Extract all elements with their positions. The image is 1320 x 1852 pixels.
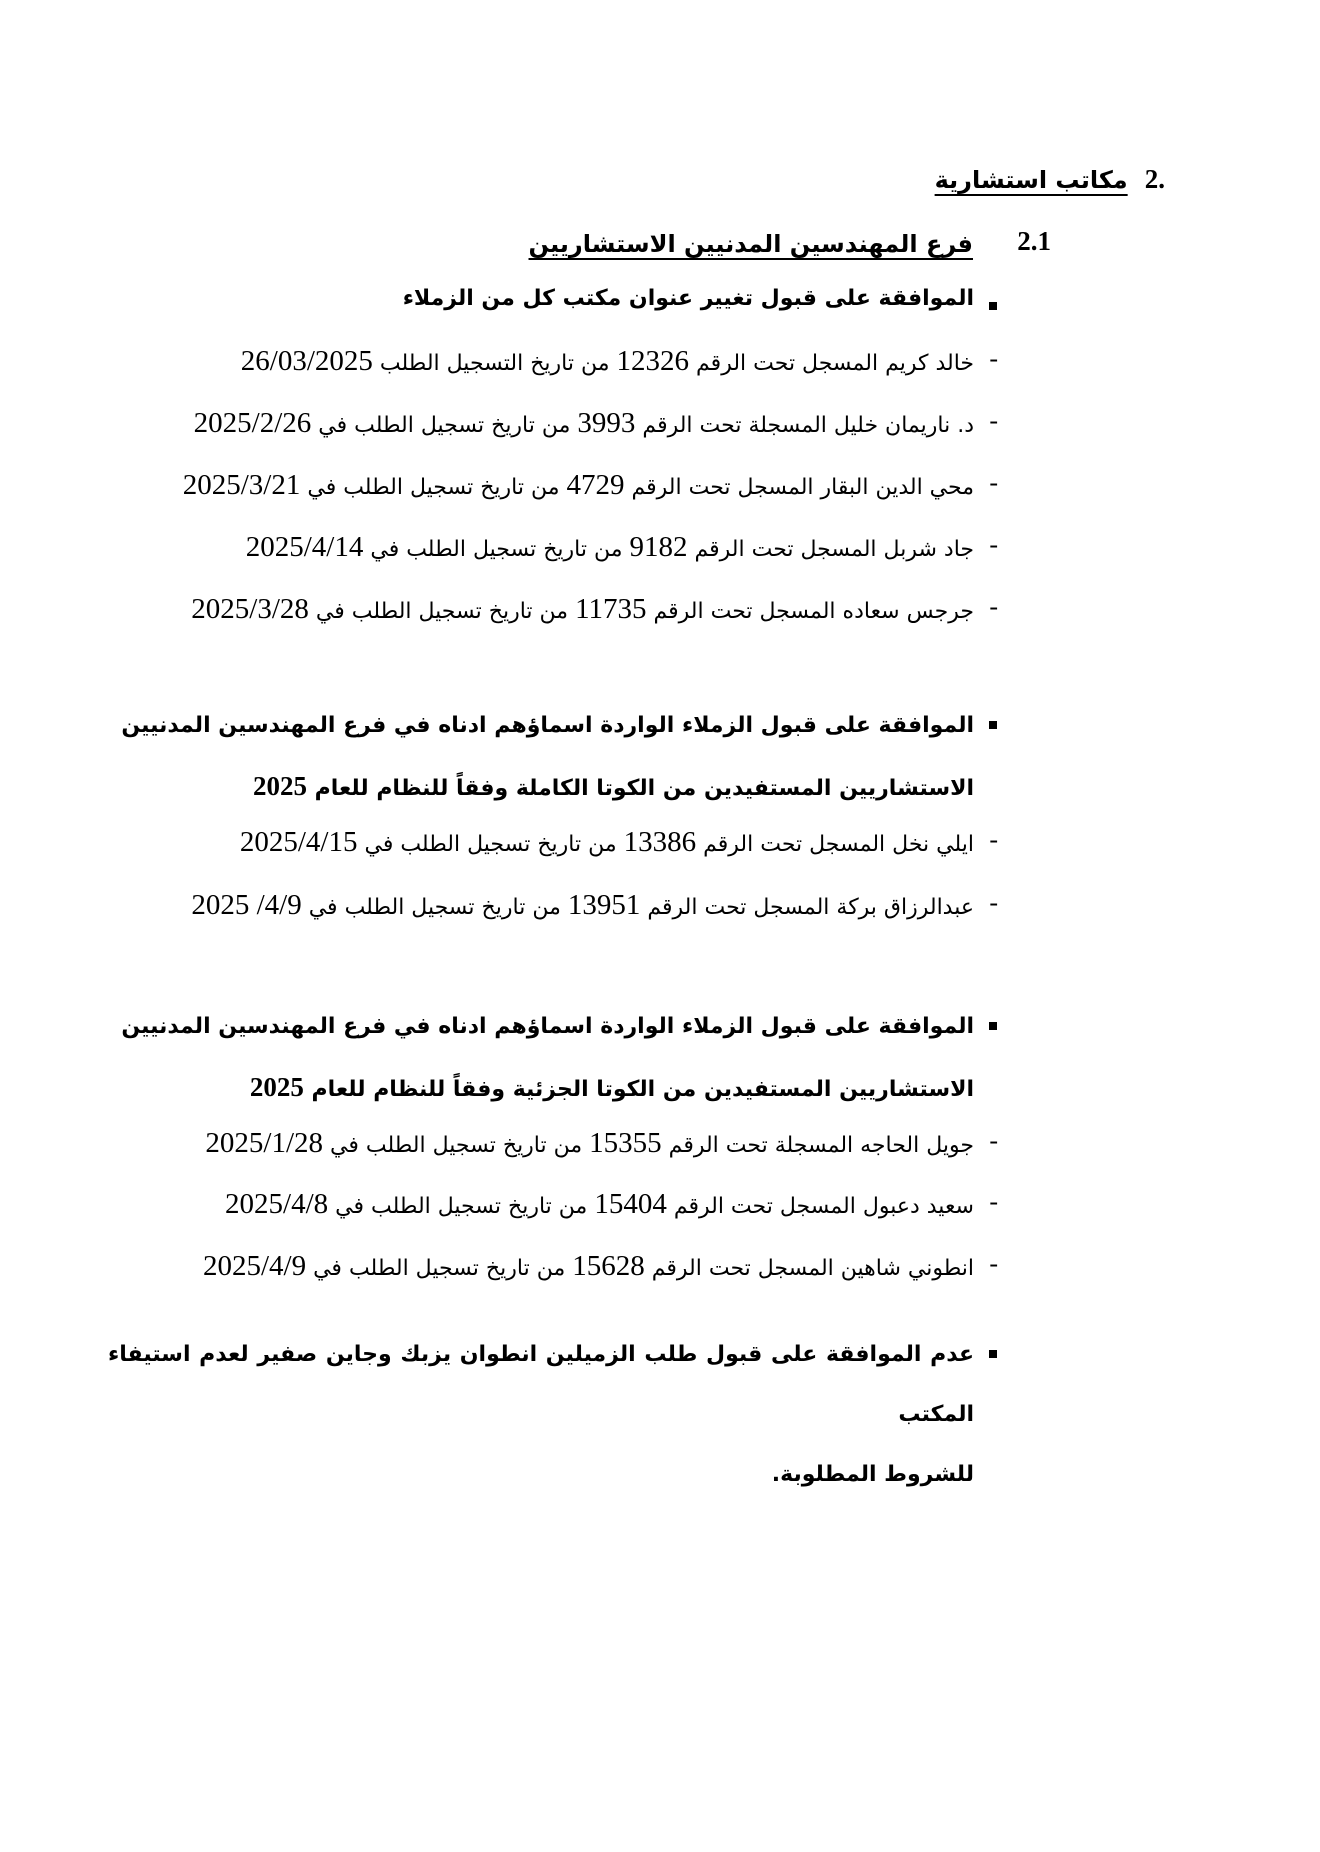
list-item: جاد شربل المسجل تحت الرقم 9182 من تاريخ تسجيل الطلب في 2025/4/14 <box>245 531 974 563</box>
dash-icon: - <box>989 406 998 435</box>
subsection-number: 2.1 <box>1017 226 1051 256</box>
dash-icon: - <box>989 1249 998 1278</box>
dash-icon: - <box>989 344 998 373</box>
dash-icon: - <box>989 1126 998 1155</box>
bullet-square-icon <box>989 721 997 729</box>
group1-heading: الموافقة على قبول تغيير عنوان مكتب كل من الزملاء <box>402 286 974 311</box>
list-item: ايلي نخل المسجل تحت الرقم 13386 من تاريخ تسجيل الطلب في 2025/4/15 <box>239 826 974 858</box>
section-heading <box>935 164 1165 195</box>
list-item: انطوني شاهين المسجل تحت الرقم 15628 من تاريخ تسجيل الطلب في 2025/4/9 <box>202 1250 974 1282</box>
dash-icon: - <box>989 468 998 497</box>
list-item: سعيد دعبول المسجل تحت الرقم 15404 من تاريخ تسجيل الطلب في 2025/4/8 <box>225 1188 974 1220</box>
bullet-square-icon <box>989 1350 997 1358</box>
subsection-title-row <box>529 230 973 258</box>
dash-icon: - <box>989 888 998 917</box>
bullet-square-icon <box>989 302 997 310</box>
dash-icon: - <box>989 1187 998 1216</box>
list-item: خالد كريم المسجل تحت الرقم 12326 من تاريخ التسجيل الطلب 26/03/2025 <box>240 345 974 377</box>
dash-icon: - <box>989 530 998 559</box>
section-number: 2. <box>1144 164 1165 194</box>
group2-heading: الموافقة على قبول الزملاء الواردة اسماؤهم ادناه في فرع المهندسين المدنيين الاستشاريين المستفيدين من الكوتا الكاملة وفقاً للنظام للعام 2025 <box>121 713 974 801</box>
dash-icon: - <box>989 592 998 621</box>
list-item: د. ناريمان خليل المسجلة تحت الرقم 3993 من تاريخ تسجيل الطلب في 2025/2/26 <box>193 407 974 439</box>
list-item: جرجس سعاده المسجل تحت الرقم 11735 من تاريخ تسجيل الطلب في 2025/3/28 <box>191 593 974 625</box>
dash-icon: - <box>989 825 998 854</box>
subsection-heading <box>1017 226 1051 257</box>
group4-heading: عدم الموافقة على قبول طلب الزميلين انطوان يزبك وجاين صفير لعدم استيفاء المكتب للشروط المطلوبة. <box>108 1342 974 1487</box>
subsection-title: فرع المهندسين المدنيين الاستشاريين <box>528 230 973 258</box>
list-item: محي الدين البقار المسجل تحت الرقم 4729 من تاريخ تسجيل الطلب في 2025/3/21 <box>182 469 974 501</box>
list-item: عبدالرزاق بركة المسجل تحت الرقم 13951 من تاريخ تسجيل الطلب في 2025 /4/9 <box>191 889 974 921</box>
list-item: جويل الحاجه المسجلة تحت الرقم 15355 من تاريخ تسجيل الطلب في 2025/1/28 <box>205 1127 974 1159</box>
section-title: مكاتب استشارية <box>934 166 1128 194</box>
bullet-square-icon <box>989 1022 997 1030</box>
group3-heading: الموافقة على قبول الزملاء الواردة اسماؤهم ادناه في فرع المهندسين المدنيين الاستشاريين المستفيدين من الكوتا الجزئية وفقاً للنظام للعام 2025 <box>121 1014 974 1102</box>
